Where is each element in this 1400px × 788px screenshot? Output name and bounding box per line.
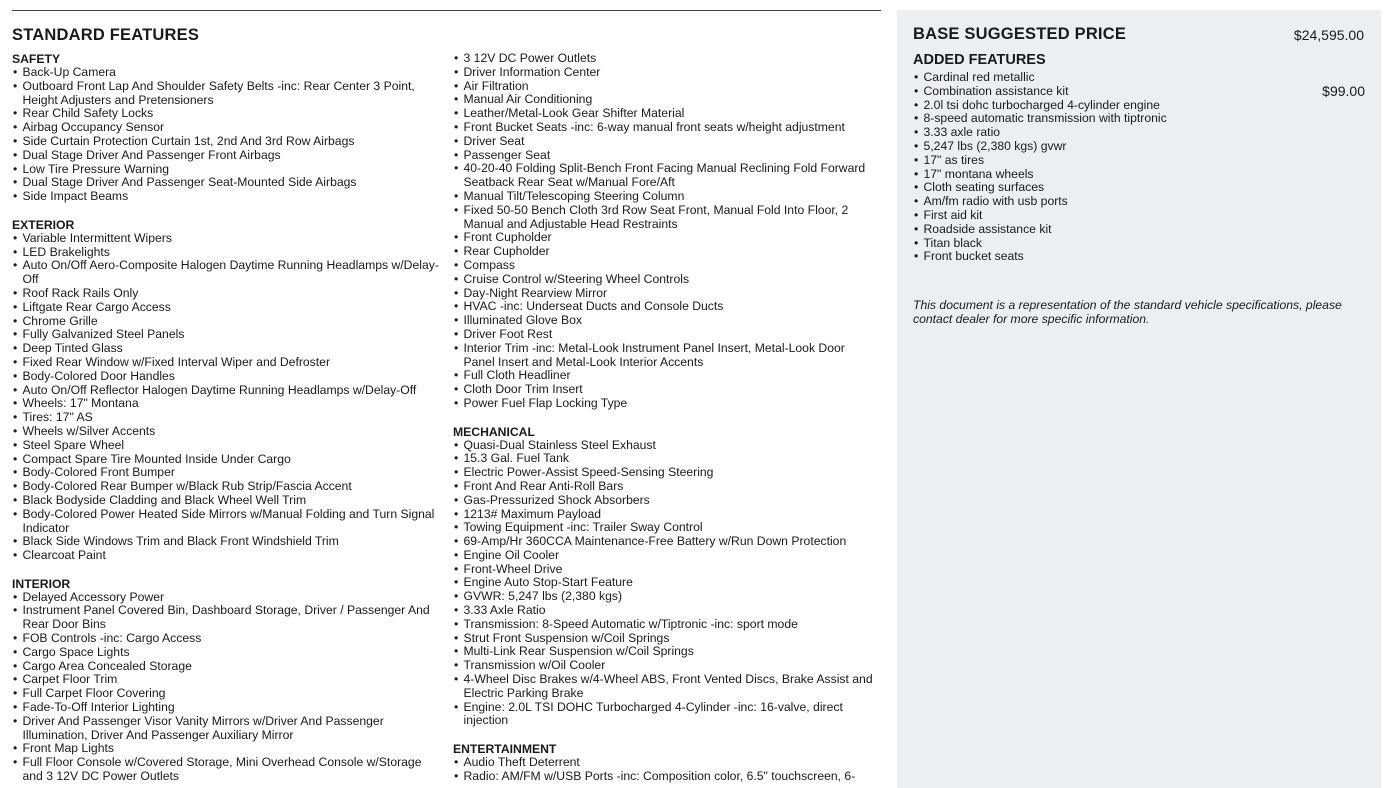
added-feature-item <box>913 168 1365 182</box>
added-feature-label: First aid kit <box>923 207 983 222</box>
feature-item: • Side Curtain Protection Curtain 1st, 2nd And 3rd Row Airbags <box>12 135 444 149</box>
feature-item: • Illuminated Glove Box <box>453 314 878 328</box>
added-feature-item <box>913 112 1365 126</box>
added-features-list <box>913 71 1365 264</box>
feature-item: • Quasi-Dual Stainless Steel Exhaust <box>453 439 878 453</box>
feature-item: • Front Map Lights <box>12 742 444 756</box>
feature-item: • Transmission: 8-Speed Automatic w/Tiptronic -inc: sport mode <box>453 618 878 632</box>
feature-item: • Outboard Front Lap And Shoulder Safety Belts -inc: Rear Center 3 Point, Height Adjusters and Pretensioners <box>12 80 444 108</box>
feature-item: • Towing Equipment -inc: Trailer Sway Control <box>453 521 878 535</box>
added-feature-item <box>913 195 1365 209</box>
feature-item: • HVAC -inc: Underseat Ducts and Console Ducts <box>453 300 878 314</box>
added-feature-item <box>913 126 1365 140</box>
feature-item: • 1213# Maximum Payload <box>453 508 878 522</box>
middle-feature-column <box>453 52 878 784</box>
feature-item: • 40-20-40 Folding Split-Bench Front Facing Manual Reclining Fold Forward Seatback Rear Seat w/Manual Fore/Aft <box>453 162 878 190</box>
added-feature-label: 8-speed automatic transmission with tiptronic <box>923 111 1167 126</box>
added-feature-item <box>913 140 1365 154</box>
feature-item: • Engine: 2.0L TSI DOHC Turbocharged 4-Cylinder -inc: 16-valve, direct injection <box>453 701 878 729</box>
base-price-value: $24,595.00 <box>1293 27 1364 43</box>
added-feature-label: Front bucket seats <box>923 249 1024 264</box>
standard-features-title: STANDARD FEATURES <box>12 26 200 44</box>
added-feature-label: Cloth seating surfaces <box>923 180 1045 195</box>
feature-item: • Wheels: 17" Montana <box>12 397 444 411</box>
feature-item: • Day-Night Rearview Mirror <box>453 287 878 301</box>
feature-list <box>453 52 878 411</box>
feature-item: • 69-Amp/Hr 360CCA Maintenance-Free Battery w/Run Down Protection <box>453 535 878 549</box>
feature-item: • Driver And Passenger Visor Vanity Mirrors w/Driver And Passenger Illumination, Driver And Passenger Auxiliary Mirror <box>12 715 444 743</box>
feature-item: • Gas-Pressurized Shock Absorbers <box>453 494 878 508</box>
feature-item: • Front Bucket Seats -inc: 6-way manual front seats w/height adjustment <box>453 121 878 135</box>
top-divider <box>12 10 881 11</box>
feature-item: • Body-Colored Door Handles <box>12 370 444 384</box>
feature-item: • Power Fuel Flap Locking Type <box>453 397 878 411</box>
added-feature-label: Cardinal red metallic <box>923 70 1035 84</box>
section-spacer <box>12 563 444 577</box>
section-spacer <box>453 728 878 742</box>
feature-item: • Front And Rear Anti-Roll Bars <box>453 480 878 494</box>
feature-item: • Engine Oil Cooler <box>453 549 878 563</box>
feature-item: • Chrome Grille <box>12 315 444 329</box>
feature-item: • Deep Tinted Glass <box>12 342 444 356</box>
feature-item: • 15.3 Gal. Fuel Tank <box>453 452 878 466</box>
pricing-panel <box>897 10 1381 788</box>
feature-list <box>12 591 444 784</box>
added-feature-item <box>913 181 1365 195</box>
feature-list <box>12 66 444 204</box>
feature-item: • Fade-To-Off Interior Lighting <box>12 701 444 715</box>
feature-item: • Passenger Seat <box>453 149 878 163</box>
feature-item: • LED Brakelights <box>12 246 444 260</box>
feature-item: • Black Side Windows Trim and Black Front Windshield Trim <box>12 535 444 549</box>
feature-item: • Front Cupholder <box>453 231 878 245</box>
feature-item: • Auto On/Off Reflector Halogen Daytime Running Headlamps w/Delay-Off <box>12 384 444 398</box>
added-feature-label: Titan black <box>923 235 982 250</box>
feature-list <box>453 439 878 729</box>
feature-item: • Driver Seat <box>453 135 878 149</box>
added-feature-label: 17" montana wheels <box>923 166 1034 181</box>
added-features-title: ADDED FEATURES <box>913 52 1046 68</box>
feature-item: • Body-Colored Front Bumper <box>12 466 444 480</box>
feature-item: • Auto On/Off Aero-Composite Halogen Daytime Running Headlamps w/Delay-Off <box>12 259 444 287</box>
feature-item: • Rear Cupholder <box>453 245 878 259</box>
feature-item: • Manual Air Conditioning <box>453 93 878 107</box>
feature-item: • Compass <box>453 259 878 273</box>
feature-item: • Roof Rack Rails Only <box>12 287 444 301</box>
feature-item: • Body-Colored Power Heated Side Mirrors w/Manual Folding and Turn Signal Indicator <box>12 508 444 536</box>
feature-item: • Liftgate Rear Cargo Access <box>12 301 444 315</box>
feature-item: • Airbag Occupancy Sensor <box>12 121 444 135</box>
feature-item: • Back-Up Camera <box>12 66 444 80</box>
section-heading-mechanical: MECHANICAL <box>453 424 535 439</box>
added-feature-item <box>913 209 1365 223</box>
feature-item: • 3 12V DC Power Outlets <box>453 52 878 66</box>
feature-section-safety <box>12 52 444 204</box>
added-feature-item <box>913 154 1365 168</box>
feature-item: • 4-Wheel Disc Brakes w/4-Wheel ABS, Front Vented Discs, Brake Assist and Electric Parking Brake <box>453 673 878 701</box>
added-feature-item <box>913 99 1365 113</box>
feature-item: • Driver Foot Rest <box>453 328 878 342</box>
added-feature-label: 2.0l tsi dohc turbocharged 4-cylinder engine <box>923 97 1160 112</box>
feature-item: • Dual Stage Driver And Passenger Front Airbags <box>12 149 444 163</box>
feature-section-entertainment <box>453 742 878 784</box>
added-feature-label: Combination assistance kit <box>923 83 1069 98</box>
feature-item: • Body-Colored Rear Bumper w/Black Rub Strip/Fascia Accent <box>12 480 444 494</box>
feature-item: • GVWR: 5,247 lbs (2,380 kgs) <box>453 590 878 604</box>
feature-item: • Radio: AM/FM w/USB Ports -inc: Composition color, 6.5" touchscreen, 6- <box>453 770 878 784</box>
section-spacer <box>12 204 444 218</box>
added-feature-label: 3.33 axle ratio <box>923 125 1001 140</box>
feature-section-exterior <box>12 218 444 563</box>
feature-list <box>12 232 444 563</box>
added-feature-label: 5,247 lbs (2,380 kgs) gvwr <box>923 138 1067 153</box>
feature-item: • Engine Auto Stop-Start Feature <box>453 576 878 590</box>
feature-item: • Delayed Accessory Power <box>12 591 444 605</box>
feature-item: • Side Impact Beams <box>12 190 444 204</box>
section-heading-safety: SAFETY <box>12 52 61 66</box>
feature-item: • Tires: 17" AS <box>12 411 444 425</box>
feature-item: • Full Cloth Headliner <box>453 369 878 383</box>
feature-item: • FOB Controls -inc: Cargo Access <box>12 632 444 646</box>
feature-item: • Cloth Door Trim Insert <box>453 383 878 397</box>
added-feature-label: Roadside assistance kit <box>923 221 1052 236</box>
feature-item: • Black Bodyside Cladding and Black Wheel Well Trim <box>12 494 444 508</box>
left-feature-column <box>12 52 444 784</box>
feature-item: • Driver Information Center <box>453 66 878 80</box>
disclaimer-text: This document is a representation of the standard vehicle specifications, please contact dealer for more specific information. <box>913 298 1342 326</box>
added-feature-label: 17" as tires <box>923 152 985 167</box>
feature-section-mechanical <box>453 425 878 729</box>
added-feature-item <box>913 82 1365 99</box>
feature-item: • Electric Power-Assist Speed-Sensing Steering <box>453 466 878 480</box>
feature-item: • Interior Trim -inc: Metal-Look Instrument Panel Insert, Metal-Look Door Panel Insert and Metal-Look Interior Accents <box>453 342 878 370</box>
feature-item: • 3.33 Axle Ratio <box>453 604 878 618</box>
feature-item: • Carpet Floor Trim <box>12 673 444 687</box>
feature-item: • Strut Front Suspension w/Coil Springs <box>453 632 878 646</box>
added-feature-item <box>913 250 1365 264</box>
feature-item: • Cargo Area Concealed Storage <box>12 660 444 674</box>
added-feature-price: $99.00 <box>1322 82 1365 99</box>
section-spacer <box>453 411 878 425</box>
feature-list <box>453 756 878 784</box>
feature-item: • Full Carpet Floor Covering <box>12 687 444 701</box>
base-price-title: BASE SUGGESTED PRICE <box>913 25 1127 43</box>
feature-item: • Steel Spare Wheel <box>12 439 444 453</box>
feature-item: • Transmission w/Oil Cooler <box>453 659 878 673</box>
feature-item: • Audio Theft Deterrent <box>453 756 878 770</box>
section-heading-interior: INTERIOR <box>12 576 71 591</box>
feature-item: • Fully Galvanized Steel Panels <box>12 328 444 342</box>
feature-item: • Clearcoat Paint <box>12 549 444 563</box>
section-heading-exterior: EXTERIOR <box>12 217 75 232</box>
feature-section-interior <box>12 577 444 784</box>
section-heading-entertainment: ENTERTAINMENT <box>453 742 557 757</box>
feature-item: • Air Filtration <box>453 80 878 94</box>
feature-item: • Variable Intermittent Wipers <box>12 232 444 246</box>
feature-item: • Multi-Link Rear Suspension w/Coil Springs <box>453 645 878 659</box>
feature-item: • Full Floor Console w/Covered Storage, Mini Overhead Console w/Storage and 3 12V DC Power Outlets <box>12 756 444 784</box>
feature-item: • Cargo Space Lights <box>12 646 444 660</box>
feature-item: • Low Tire Pressure Warning <box>12 163 444 177</box>
feature-item: • Fixed Rear Window w/Fixed Interval Wiper and Defroster <box>12 356 444 370</box>
feature-item: • Manual Tilt/Telescoping Steering Column <box>453 190 878 204</box>
feature-item: • Front-Wheel Drive <box>453 563 878 577</box>
feature-item: • Leather/Metal-Look Gear Shifter Material <box>453 107 878 121</box>
added-feature-item <box>913 237 1365 251</box>
feature-item: • Cruise Control w/Steering Wheel Controls <box>453 273 878 287</box>
feature-item: • Dual Stage Driver And Passenger Seat-Mounted Side Airbags <box>12 176 444 190</box>
added-feature-label: Am/fm radio with usb ports <box>923 194 1068 209</box>
feature-item: • Wheels w/Silver Accents <box>12 425 444 439</box>
added-feature-item <box>913 223 1365 237</box>
feature-item: • Rear Child Safety Locks <box>12 107 444 121</box>
feature-item: • Instrument Panel Covered Bin, Dashboard Storage, Driver / Passenger And Rear Door Bins <box>12 604 444 632</box>
feature-item: • Compact Spare Tire Mounted Inside Under Cargo <box>12 453 444 467</box>
added-feature-item <box>913 71 1365 85</box>
feature-item: • Fixed 50-50 Bench Cloth 3rd Row Seat Front, Manual Fold Into Floor, 2 Manual and Adjustable Head Restraints <box>453 204 878 232</box>
feature-section-continued <box>453 52 878 411</box>
